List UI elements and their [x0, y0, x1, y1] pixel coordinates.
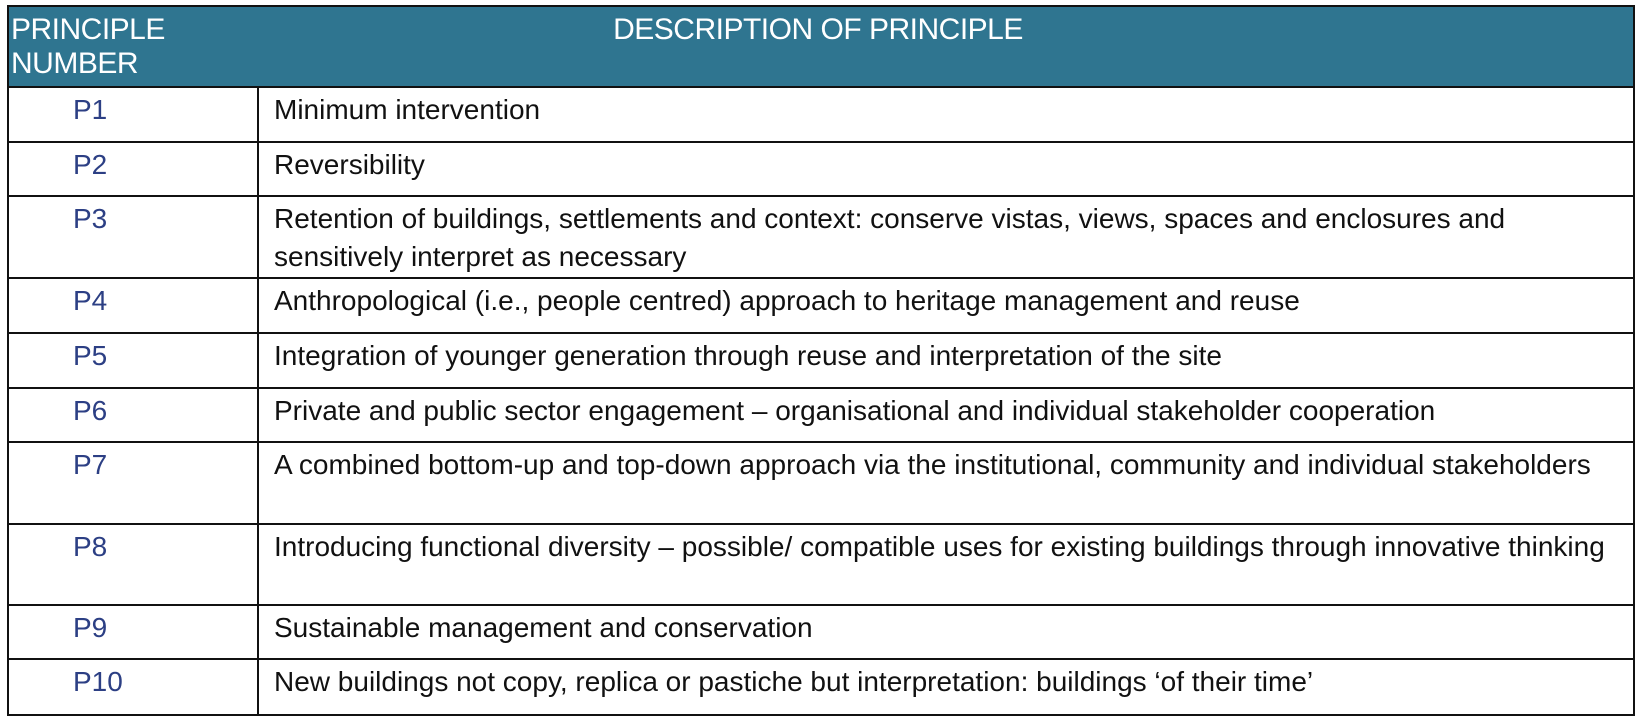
- principles-table-frame: [7, 5, 1635, 716]
- table-row: [9, 333, 1633, 388]
- principle-number: P4: [9, 278, 258, 333]
- principle-number: P7: [9, 442, 258, 523]
- principle-description: Anthropological (i.e., people centred) approach to heritage management and reuse: [258, 278, 1633, 333]
- principle-number: P6: [9, 388, 258, 443]
- principle-description: A combined bottom-up and top-down approach via the institutional, community and individual stakeholders: [258, 442, 1633, 523]
- table-row: [9, 388, 1633, 443]
- table-row: [9, 278, 1633, 333]
- principle-number: P9: [9, 605, 258, 660]
- principle-description: New buildings not copy, replica or pastiche but interpretation: buildings ‘of their time’: [258, 659, 1633, 714]
- table-row: [9, 142, 1633, 197]
- table-row: [9, 659, 1633, 714]
- principle-description: Sustainable management and conservation: [258, 605, 1633, 660]
- table-row: [9, 196, 1633, 278]
- table-row: [9, 524, 1633, 605]
- principle-number: P10: [9, 659, 258, 714]
- principle-number: P5: [9, 333, 258, 388]
- principle-number: P2: [9, 142, 258, 197]
- principles-table: [9, 7, 1633, 714]
- table-row: [9, 442, 1633, 523]
- column-header-principle-number: PRINCIPLE NUMBER: [9, 7, 258, 87]
- table-row: [9, 605, 1633, 660]
- column-header-description: DESCRIPTION OF PRINCIPLE: [258, 7, 1633, 87]
- principle-description: Integration of younger generation through reuse and interpretation of the site: [258, 333, 1633, 388]
- principle-description: Minimum intervention: [258, 87, 1633, 142]
- principle-description: Introducing functional diversity – possible/ compatible uses for existing buildings through innovative thinking: [258, 524, 1633, 605]
- table-row: [9, 87, 1633, 142]
- table-header: [9, 7, 1633, 87]
- table-body: [9, 87, 1633, 714]
- header-row: [9, 7, 1633, 87]
- principle-description: Private and public sector engagement – organisational and individual stakeholder cooperation: [258, 388, 1633, 443]
- principle-number: P3: [9, 196, 258, 278]
- principle-description: Reversibility: [258, 142, 1633, 197]
- principle-description: Retention of buildings, settlements and context: conserve vistas, views, spaces and enclosures and sensitively interpret as necessary: [258, 196, 1633, 278]
- principle-number: P8: [9, 524, 258, 605]
- principle-number: P1: [9, 87, 258, 142]
